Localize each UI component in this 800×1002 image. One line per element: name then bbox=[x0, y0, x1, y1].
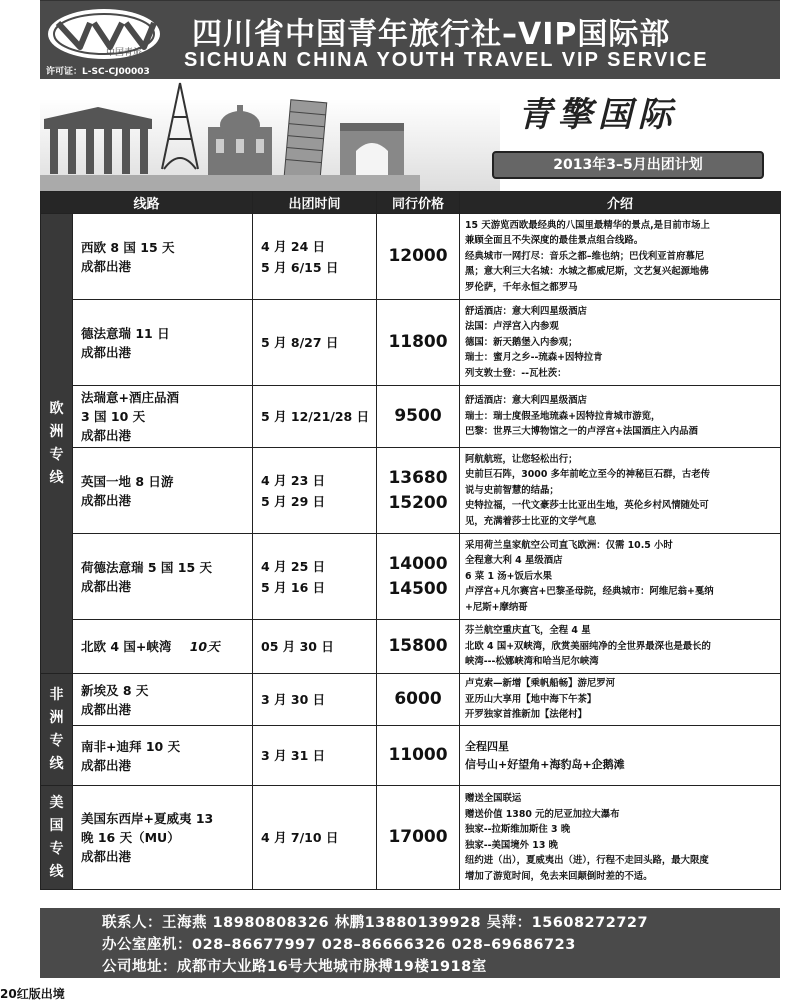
route-cell: 荷德法意瑞 5 国 15 天 成都出港 bbox=[73, 534, 253, 620]
date-cell: 05 月 30 日 bbox=[253, 620, 377, 674]
intro-cell: 阿航航班，让您轻松出行； 史前巨石阵，3000 多年前屹立至今的神秘巨石群，古老传 说与史前智慧的结晶； 史特拉福，一代文豪莎士比亚出生地，英伦乡村风情随处可 见，充满着莎士比亚的文学气息 bbox=[460, 448, 781, 534]
date-cell: 4 月 25 日 5 月 16 日 bbox=[253, 534, 377, 620]
brand-calligraphy: 青擎国际 bbox=[518, 95, 678, 135]
date-cell: 4 月 23 日 5 月 29 日 bbox=[253, 448, 377, 534]
column-header-intro: 介绍 bbox=[460, 192, 781, 214]
table-row bbox=[41, 214, 781, 300]
header-bar bbox=[40, 0, 780, 80]
intro-cell: 卢克索—新增【乘帆船畅】游尼罗河 亚历山大享用【地中海下午茶】 开罗独家首推新加【法佬村】 bbox=[460, 674, 781, 726]
column-header-route: 线路 bbox=[41, 192, 253, 214]
license-number: 许可证：L-SC-CJ00003 bbox=[46, 67, 150, 77]
contact-footer bbox=[40, 908, 780, 978]
office-phone: 办公室座机：028–86677997 028–86666326 028–69686723 bbox=[102, 937, 576, 953]
region-label-africa: 非 洲 专 线 bbox=[41, 674, 73, 786]
date-cell: 3 月 31 日 bbox=[253, 726, 377, 786]
table-row bbox=[41, 386, 781, 448]
table-row bbox=[41, 448, 781, 534]
price-cell: 17000 bbox=[377, 786, 460, 890]
price-cell: 12000 bbox=[377, 214, 460, 300]
table-row bbox=[41, 674, 781, 726]
intro-cell: 舒适酒店：意大利四星级酒店 法国：卢浮宫入内参观 德国：新天鹅堡入内参观； 瑞士：蜜月之乡--琉森+因特拉肯 列支敦士登：--瓦杜茨： bbox=[460, 300, 781, 386]
date-cell: 3 月 30 日 bbox=[253, 674, 377, 726]
column-header-date: 出团时间 bbox=[253, 192, 377, 214]
table-row bbox=[41, 786, 781, 890]
intro-cell: 舒适酒店：意大利四星级酒店 瑞士：瑞士度假圣地琉森+因特拉肯城市游览， 巴黎：世界三大博物馆之一的卢浮宫+法国酒庄入内品酒 bbox=[460, 386, 781, 448]
date-cell: 4 月 7/10 日 bbox=[253, 786, 377, 890]
intro-cell: 芬兰航空重庆直飞，全程 4 星 北欧 4 国+双峡湾，欣赏美丽纯净的全世界最深也是最长的 峡湾---松娜峡湾和哈当尼尔峡湾 bbox=[460, 620, 781, 674]
table-row bbox=[41, 620, 781, 674]
route-cell: 北欧 4 国+峡湾 10天 bbox=[73, 620, 253, 674]
table-row bbox=[41, 726, 781, 786]
date-cell: 5 月 8/27 日 bbox=[253, 300, 377, 386]
table-row bbox=[41, 300, 781, 386]
price-cell: 6000 bbox=[377, 674, 460, 726]
intro-cell: 15 天游览西欧最经典的八国里最精华的景点,是目前市场上 兼顾全面且不失深度的最佳景点组合线路。 经典城市一网打尽：音乐之都–维也纳；巴伐利亚首府慕尼 黑；意大利三大名城：水城之都威尼斯，文艺复兴起源地佛 罗伦萨，千年永恒之都罗马 bbox=[460, 214, 781, 300]
price-cell: 11000 bbox=[377, 726, 460, 786]
route-cell: 法瑞意+酒庄品酒 3 国 10 天 成都出港 bbox=[73, 386, 253, 448]
route-cell: 德法意瑞 11 日 成都出港 bbox=[73, 300, 253, 386]
date-cell: 4 月 24 日 5 月 6/15 日 bbox=[253, 214, 377, 300]
route-duration-italic: 10天 bbox=[189, 639, 220, 654]
intro-cell: 赠送全国联运 赠送价值 1380 元的尼亚加拉大瀑布 独家--拉斯维加斯住 3 晚 独家--美国境外 13 晚 纽约进（出），夏威夷出（进），行程不走回头路，最大限度 增加了游览时间，免去来回颠倒时差的不适。 bbox=[460, 786, 781, 890]
intro-cell: 全程四星 信号山+好望角+海豹岛+企鹅滩 bbox=[460, 726, 781, 786]
table-header-row bbox=[41, 192, 781, 214]
route-cell: 西欧 8 国 15 天 成都出港 bbox=[73, 214, 253, 300]
price-cell: 15800 bbox=[377, 620, 460, 674]
price-cell: 11800 bbox=[377, 300, 460, 386]
cyts-logo-icon bbox=[44, 5, 164, 63]
date-cell: 5 月 12/21/28 日 bbox=[253, 386, 377, 448]
intro-cell: 采用荷兰皇家航空公司直飞欧洲：仅需 10.5 小时 全程意大利 4 星级酒店 6 菜 1 汤+饭后水果 卢浮宫+凡尔赛宫+巴黎圣母院，经典城市：阿维尼翁+戛纳 +尼斯+摩纳哥 bbox=[460, 534, 781, 620]
agency-title-cn: 四川省中国青年旅行社–VIP国际部 bbox=[192, 17, 671, 52]
europe-landmarks-image bbox=[40, 79, 500, 191]
landmark-banner bbox=[40, 79, 780, 191]
price-cell: 14000 14500 bbox=[377, 534, 460, 620]
leaning-tower-icon bbox=[284, 100, 327, 183]
plan-title-badge: 2013年3–5月出团计划 bbox=[492, 151, 764, 179]
company-address: 公司地址：成都市大业路16号大地城市脉搏19楼1918室 bbox=[102, 959, 487, 975]
tour-schedule-table bbox=[40, 191, 781, 890]
contact-persons: 联系人：王海燕 18980808326 林鹏13880139928 吴萍：15608272727 bbox=[102, 915, 649, 931]
region-label-america: 美 国 专 线 bbox=[41, 786, 73, 890]
route-cell: 新埃及 8 天 成都出港 bbox=[73, 674, 253, 726]
svg-text:中国青旅: 中国青旅 bbox=[106, 48, 143, 58]
price-cell: 13680 15200 bbox=[377, 448, 460, 534]
column-header-price: 同行价格 bbox=[377, 192, 460, 214]
page-label: 20红版出境 bbox=[0, 987, 65, 1001]
route-cell: 英国一地 8 日游 成都出港 bbox=[73, 448, 253, 534]
arc-de-triomphe-icon bbox=[340, 123, 404, 175]
price-cell: 9500 bbox=[377, 386, 460, 448]
route-cell: 美国东西岸+夏威夷 13 晚 16 天（MU） 成都出港 bbox=[73, 786, 253, 890]
table-row bbox=[41, 534, 781, 620]
region-label-europe: 欧 洲 专 线 bbox=[41, 214, 73, 674]
route-cell: 南非+迪拜 10 天 成都出港 bbox=[73, 726, 253, 786]
agency-title-en: SICHUAN CHINA YOUTH TRAVEL VIP SERVICE bbox=[184, 49, 709, 71]
